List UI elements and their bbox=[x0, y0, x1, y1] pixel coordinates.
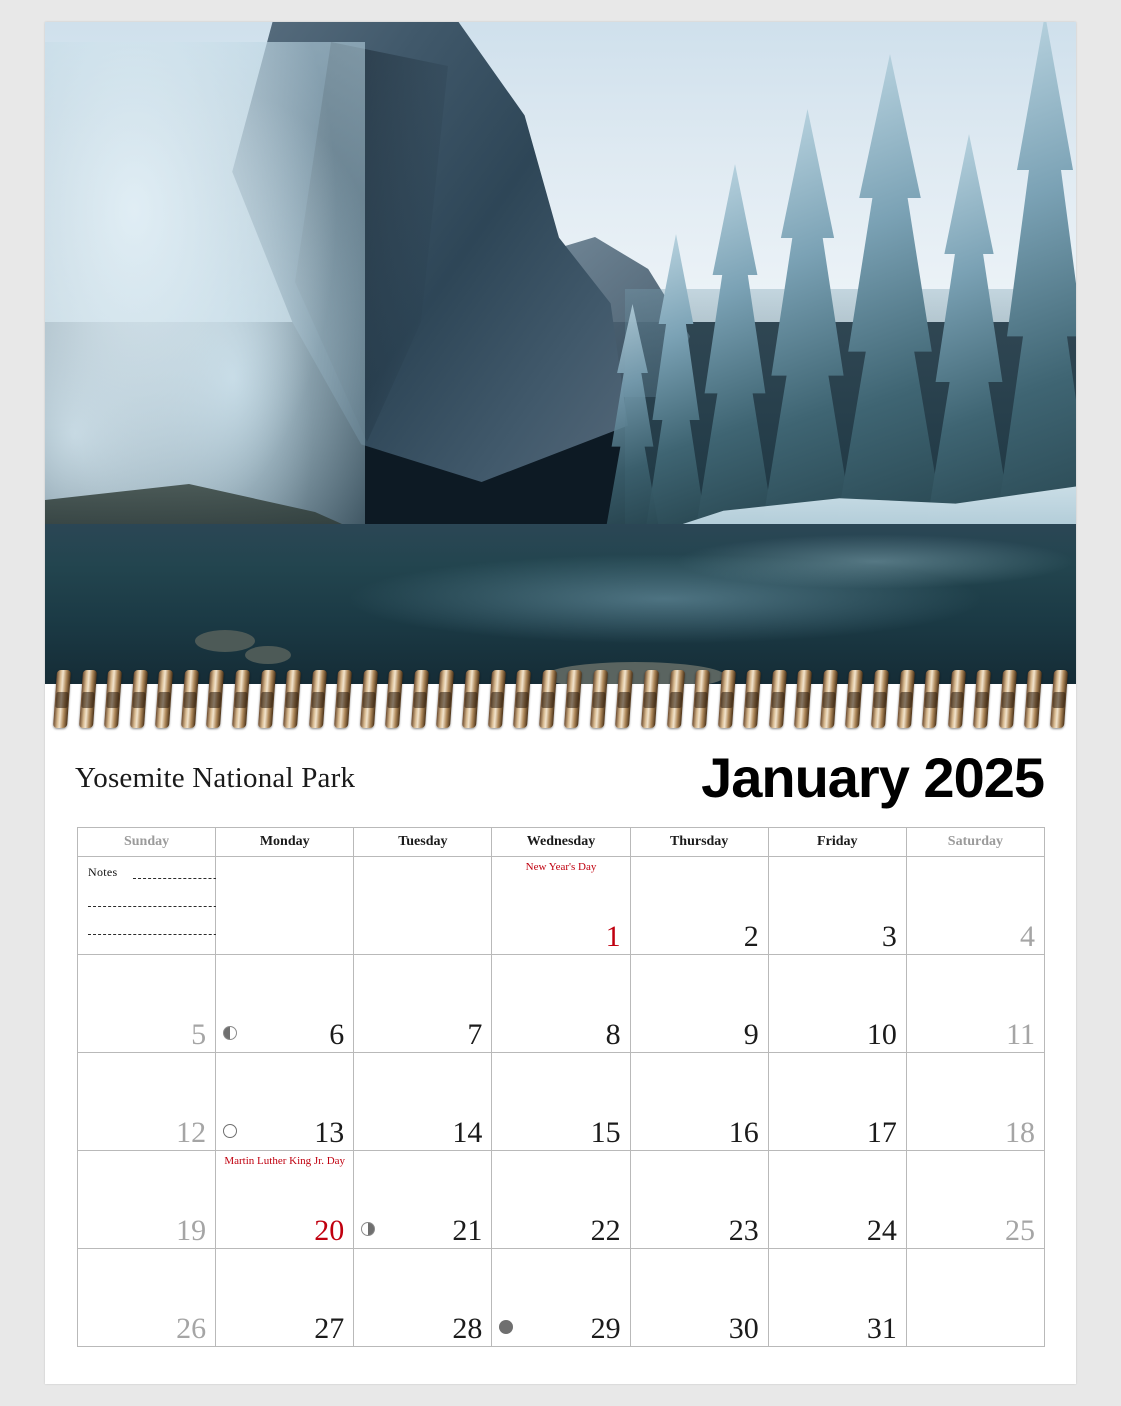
day-number: 13 bbox=[314, 1116, 345, 1149]
park-title: Yosemite National Park bbox=[75, 762, 356, 794]
calendar-day-cell[interactable] bbox=[78, 1249, 216, 1347]
calendar-day-cell[interactable] bbox=[354, 1053, 492, 1151]
calendar-day-cell[interactable] bbox=[630, 1249, 768, 1347]
calendar-day-cell[interactable] bbox=[354, 955, 492, 1053]
moon-phase-full-icon bbox=[223, 1124, 237, 1138]
weekday-wednesday: Wednesday bbox=[492, 828, 630, 857]
calendar-day-cell[interactable] bbox=[906, 1053, 1044, 1151]
calendar-day-cell[interactable] bbox=[906, 955, 1044, 1053]
day-number: 14 bbox=[452, 1116, 483, 1149]
day-number: 8 bbox=[605, 1018, 621, 1051]
calendar-day-cell[interactable] bbox=[768, 1151, 906, 1249]
day-number: 21 bbox=[452, 1214, 483, 1247]
calendar-day-cell[interactable] bbox=[492, 955, 630, 1053]
day-number: 19 bbox=[176, 1214, 207, 1247]
day-number: 11 bbox=[1006, 1018, 1035, 1051]
weekday-thursday: Thursday bbox=[630, 828, 768, 857]
calendar-week-row bbox=[78, 1249, 1045, 1347]
day-number: 24 bbox=[866, 1214, 897, 1247]
calendar-day-cell[interactable] bbox=[216, 1249, 354, 1347]
weekday-saturday: Saturday bbox=[906, 828, 1044, 857]
day-number: 12 bbox=[176, 1116, 207, 1149]
notes-cell[interactable] bbox=[78, 857, 216, 955]
day-number: 9 bbox=[743, 1018, 759, 1051]
day-number: 27 bbox=[314, 1312, 345, 1345]
moon-phase-new-icon bbox=[499, 1320, 513, 1334]
day-number: 17 bbox=[866, 1116, 897, 1149]
photo-rock bbox=[545, 662, 725, 684]
calendar-day-cell[interactable] bbox=[630, 955, 768, 1053]
day-number: 15 bbox=[590, 1116, 621, 1149]
calendar-empty-cell bbox=[354, 857, 492, 955]
calendar-day-cell[interactable] bbox=[78, 1151, 216, 1249]
day-number: 30 bbox=[728, 1312, 759, 1345]
photo-canvas bbox=[45, 22, 1076, 684]
day-number: 16 bbox=[728, 1116, 759, 1149]
calendar-body bbox=[78, 857, 1045, 1347]
photo-rock bbox=[195, 630, 255, 652]
calendar-day-cell[interactable] bbox=[354, 1151, 492, 1249]
day-number: 28 bbox=[452, 1312, 483, 1345]
day-number: 3 bbox=[881, 920, 897, 953]
calendar-day-cell[interactable] bbox=[768, 1053, 906, 1151]
day-number: 1 bbox=[605, 920, 621, 953]
day-number: 18 bbox=[1005, 1116, 1035, 1149]
day-number: 23 bbox=[728, 1214, 759, 1247]
calendar-empty-cell bbox=[216, 857, 354, 955]
calendar-week-row bbox=[78, 857, 1045, 955]
moon-phase-first-icon bbox=[361, 1222, 375, 1236]
day-number: 26 bbox=[176, 1312, 207, 1345]
calendar-week-row bbox=[78, 955, 1045, 1053]
day-number: 4 bbox=[1020, 920, 1035, 953]
weekday-sunday: Sunday bbox=[78, 828, 216, 857]
calendar-week-row bbox=[78, 1151, 1045, 1249]
day-number: 5 bbox=[191, 1018, 207, 1051]
calendar-week-row bbox=[78, 1053, 1045, 1151]
calendar-day-cell[interactable] bbox=[630, 1151, 768, 1249]
day-number: 31 bbox=[866, 1312, 897, 1345]
calendar-day-cell[interactable] bbox=[768, 1249, 906, 1347]
calendar-day-cell[interactable] bbox=[492, 1053, 630, 1151]
calendar-day-cell[interactable] bbox=[492, 1151, 630, 1249]
calendar-day-cell[interactable] bbox=[216, 1151, 354, 1249]
day-number: 29 bbox=[590, 1312, 621, 1345]
calendar-grid bbox=[77, 827, 1045, 1347]
weekday-monday: Monday bbox=[216, 828, 354, 857]
calendar-page bbox=[45, 22, 1076, 1384]
month-year-title: January 2025 bbox=[701, 746, 1044, 809]
calendar-day-cell[interactable] bbox=[630, 1053, 768, 1151]
calendar-day-cell[interactable] bbox=[354, 1249, 492, 1347]
notes-label: Notes bbox=[88, 865, 118, 879]
calendar-day-cell[interactable] bbox=[78, 1053, 216, 1151]
day-number: 2 bbox=[743, 920, 759, 953]
photo-water-reflection bbox=[675, 534, 1075, 589]
calendar-day-cell[interactable] bbox=[906, 1151, 1044, 1249]
calendar-day-cell[interactable] bbox=[906, 857, 1044, 955]
photo-rock bbox=[245, 646, 291, 664]
calendar-day-cell[interactable] bbox=[768, 857, 906, 955]
calendar-empty-cell bbox=[906, 1249, 1044, 1347]
holiday-label: Martin Luther King Jr. Day bbox=[224, 1155, 346, 1167]
weekday-header-row bbox=[78, 828, 1045, 857]
day-number: 6 bbox=[329, 1018, 345, 1051]
calendar-day-cell[interactable] bbox=[216, 1053, 354, 1151]
calendar-day-cell[interactable] bbox=[630, 857, 768, 955]
holiday-label: New Year's Day bbox=[525, 861, 597, 873]
weekday-tuesday: Tuesday bbox=[354, 828, 492, 857]
photo-yosemite-winter bbox=[45, 22, 1076, 684]
calendar-day-cell[interactable] bbox=[492, 1249, 630, 1347]
day-number: 22 bbox=[590, 1214, 621, 1247]
calendar-day-cell[interactable] bbox=[768, 955, 906, 1053]
moon-phase-last-icon bbox=[223, 1026, 237, 1040]
day-number: 7 bbox=[467, 1018, 483, 1051]
calendar-day-cell[interactable] bbox=[78, 955, 216, 1053]
calendar-day-cell[interactable] bbox=[492, 857, 630, 955]
day-number: 20 bbox=[314, 1214, 345, 1247]
weekday-friday: Friday bbox=[768, 828, 906, 857]
calendar-day-cell[interactable] bbox=[216, 955, 354, 1053]
day-number: 25 bbox=[1005, 1214, 1035, 1247]
day-number: 10 bbox=[866, 1018, 897, 1051]
